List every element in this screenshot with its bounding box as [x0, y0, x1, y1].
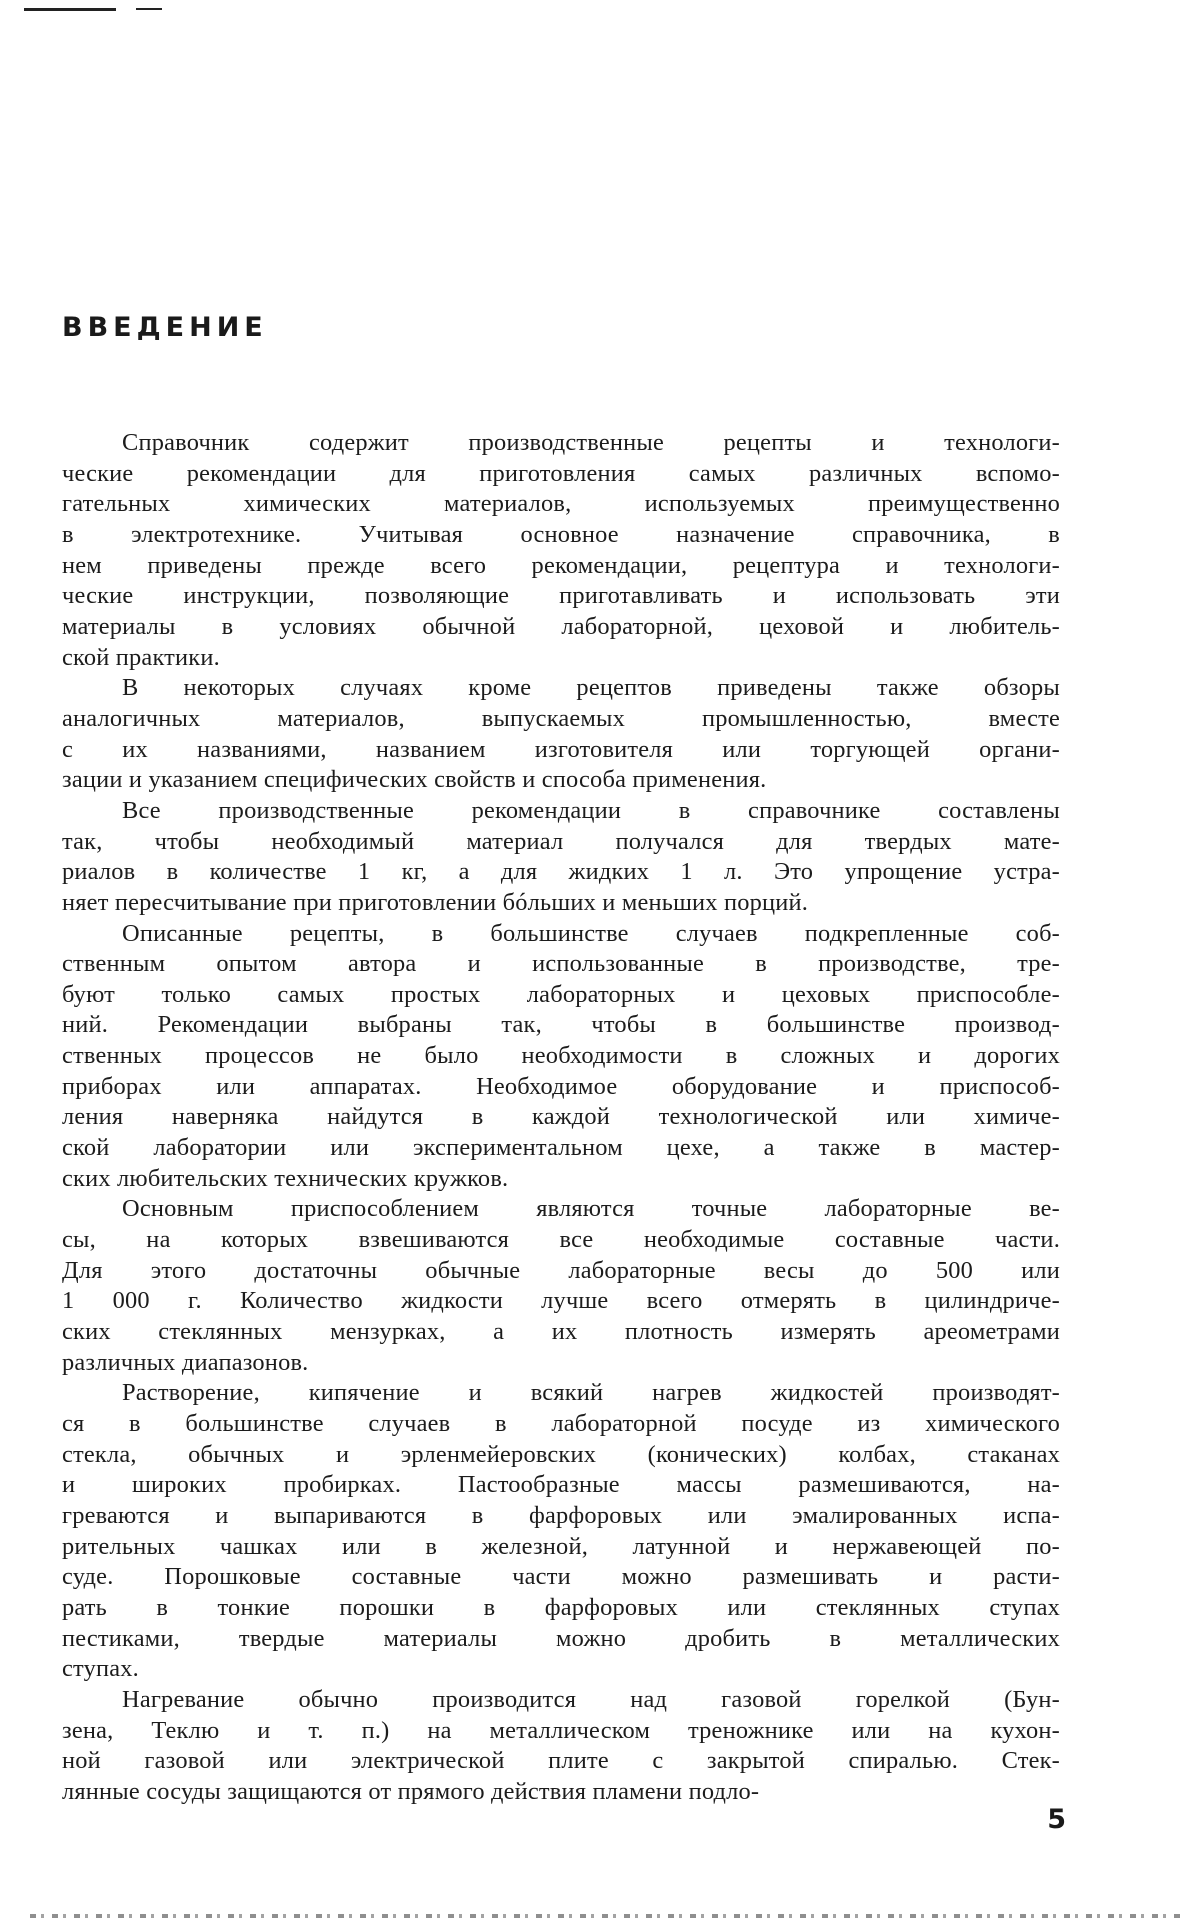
text-line: Нагревание обычно производится над газовой горелкой (Бун- — [122, 1685, 1060, 1713]
paragraph — [62, 1378, 1060, 1685]
text-line: ся в большинстве случаев в лабораторной посуде из химического — [62, 1410, 1060, 1437]
text-line: пестиками, твердые материалы можно дробить в металлических — [62, 1624, 1060, 1652]
text-line: Растворение, кипячение и всякий нагрев жидкостей производят- — [122, 1379, 1060, 1407]
text-line: ственных процессов не было необходимости в сложных и дорогих — [62, 1042, 1060, 1070]
text-line: так, чтобы необходимый материал получался для твердых мате- — [62, 827, 1060, 855]
paragraph — [62, 919, 1060, 1195]
text-line: 1 000 г. Количество жидкости лучше всего отмерять в цилиндриче- — [62, 1287, 1060, 1315]
text-line: лянные сосуды защищаются от прямого действия пламени подло- — [62, 1777, 760, 1805]
text-line: зена, Теклю и т. п.) на металлическом треножнике или на кухон- — [62, 1716, 1060, 1744]
text-line: суде. Порошковые составные части можно размешивать и расти- — [62, 1563, 1060, 1591]
text-line: ления наверняка найдутся в каждой технологической или химиче- — [62, 1103, 1060, 1131]
text-line: различных диапазонов. — [62, 1348, 309, 1376]
text-line: риалов в количестве 1 кг, а для жидких 1 л. Это упрощение устра- — [62, 858, 1060, 886]
text-line: В некоторых случаях кроме рецептов приведены также обзоры — [122, 674, 1060, 702]
text-line: ной газовой или электрической плите с закрытой спиралью. Стек- — [62, 1747, 1060, 1775]
text-line: няет пересчитывание при приготовлении бóльших и меньших порций. — [62, 888, 809, 916]
text-line: буют только самых простых лабораторных и цеховых приспособле- — [62, 980, 1060, 1008]
text-line: Описанные рецепты, в большинстве случаев подкрепленные соб- — [122, 919, 1060, 947]
text-line: с их названиями, названием изготовителя или торгующей органи- — [62, 735, 1060, 763]
scan-artifact-bottom — [30, 1914, 1180, 1918]
page-number: 5 — [1047, 1804, 1066, 1835]
paragraph — [62, 796, 1060, 919]
text-line: Справочник содержит производственные рецепты и технологи- — [122, 429, 1060, 456]
text-line: сы, на которых взвешиваются все необходимые составные части. — [62, 1226, 1060, 1254]
section-heading: ВВЕДЕНИЕ — [62, 312, 268, 343]
text-line: ний. Рекомендации выбраны так, чтобы в большинстве производ- — [62, 1011, 1060, 1039]
scan-artifact-top-left-dash — [136, 8, 162, 10]
scan-artifact-top-left — [24, 8, 116, 11]
paragraph — [62, 673, 1060, 796]
text-line: Все производственные рекомендации в справочнике составлены — [122, 796, 1060, 824]
text-line: аналогичных материалов, выпускаемых промышленностью, вместе — [62, 704, 1060, 732]
text-line: рительных чашках или в железной, латунной и нержавеющей по- — [62, 1532, 1060, 1560]
text-line: ческие рекомендации для приготовления самых различных вспомо- — [62, 459, 1060, 487]
text-line: зации и указанием специфических свойств и способа применения. — [62, 766, 767, 794]
text-line: ступах. — [62, 1655, 139, 1683]
paragraph — [62, 428, 1060, 673]
text-line: ских любительских технических кружков. — [62, 1164, 509, 1192]
text-line: греваются и выпариваются в фарфоровых или эмалированных испа- — [62, 1501, 1060, 1529]
text-line: и широких пробирках. Пастообразные массы размешиваются, на- — [62, 1471, 1060, 1499]
text-line: ской практики. — [62, 643, 220, 671]
text-line: ственным опытом автора и использованные в производстве, тре- — [62, 950, 1060, 978]
text-line: стекла, обычных и эрленмейеровских (конических) колбах, стаканах — [62, 1440, 1060, 1468]
text-line: материалы в условиях обычной лабораторной, цеховой и любитель- — [62, 612, 1060, 640]
text-line: ской лаборатории или экспериментальном цехе, а также в мастер- — [62, 1134, 1060, 1162]
text-line: приборах или аппаратах. Необходимое оборудование и приспособ- — [62, 1072, 1060, 1100]
text-line: нем приведены прежде всего рекомендации, рецептура и технологи- — [62, 551, 1060, 579]
body-text — [62, 428, 1060, 1808]
text-line: ских стеклянных мензурках, а их плотность измерять ареометрами — [62, 1318, 1060, 1346]
text-line: Для этого достаточны обычные лабораторные весы до 500 или — [62, 1256, 1060, 1284]
text-line: гательных химических материалов, используемых преимущественно — [62, 490, 1060, 518]
text-line: ческие инструкции, позволяющие приготавливать и использовать эти — [62, 582, 1060, 610]
text-line: Основным приспособлением являются точные лабораторные ве- — [122, 1195, 1060, 1223]
paragraph — [62, 1685, 1060, 1808]
text-line: в электротехнике. Учитывая основное назначение справочника, в — [62, 520, 1060, 548]
text-line: рать в тонкие порошки в фарфоровых или стеклянных ступах — [62, 1593, 1060, 1621]
paragraph — [62, 1194, 1060, 1378]
